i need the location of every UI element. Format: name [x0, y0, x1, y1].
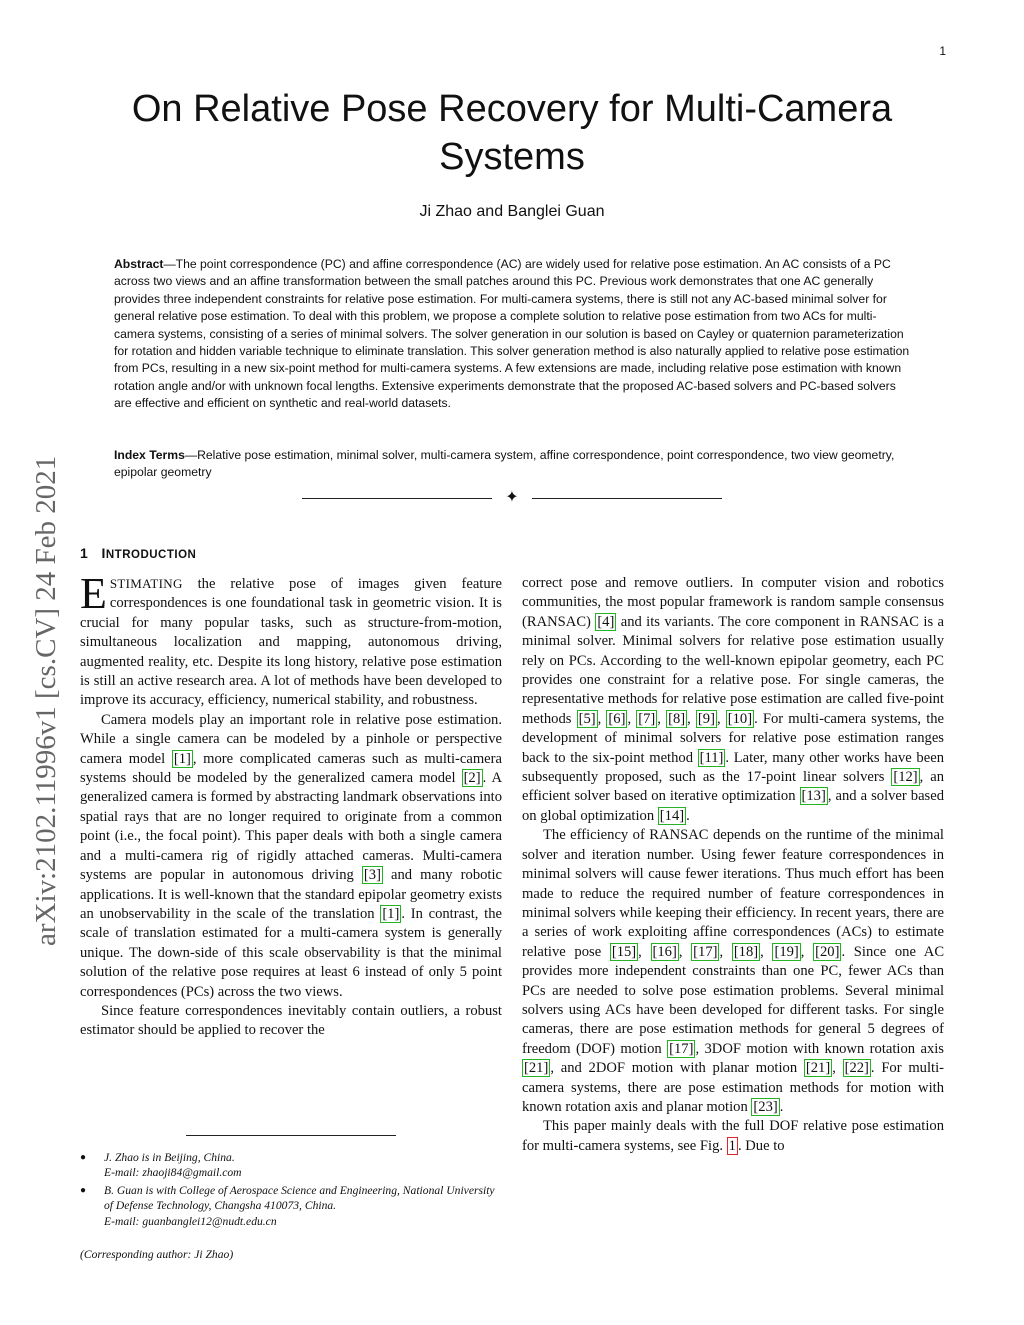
citation-link[interactable]: [15]: [611, 943, 637, 960]
abstract: [114, 256, 910, 413]
paragraph-text: ,: [687, 710, 696, 727]
citation-link[interactable]: [2]: [463, 770, 481, 787]
citation-link[interactable]: [16]: [652, 943, 677, 960]
paragraph-text: the relative pose of images given feature correspondences is one foundational task in geometric vision. It is crucial for many popular tasks, such as structure-from-motion, simultaneous localization and mapping, autonomous driving, augmented reality, etc. Despite its long history, relative pose estimation is still an active research area. A lot of methods have been developed to improve its accuracy, efficiency, numerical stability, and robustness.: [80, 576, 502, 709]
paragraph-text: , 3DOF motion with known rotation axis: [695, 1040, 944, 1057]
paragraph-text: correct pose and remove outliers. In computer vision and robotics communities, the most popular framework is random sample consensus (RANSAC): [522, 575, 944, 630]
paragraph-text: . Since one AC provides more independent constraints than one PC, fewer ACs than PCs are needed to solve pose estimation problems. Several minimal solvers using ACs have been developed for different tasks. For single cameras, there are pose estimation methods for general 5 degrees of freedom (DOF) motion: [522, 943, 945, 1057]
citation-link[interactable]: [17]: [669, 1040, 694, 1057]
divider-line-left: [302, 498, 492, 499]
section-initial: I: [101, 545, 106, 561]
citation-link[interactable]: [21]: [805, 1060, 831, 1077]
bullet-icon: ●: [80, 1184, 87, 1196]
citation-link[interactable]: [22]: [844, 1060, 869, 1077]
paragraph-text: ,: [800, 943, 814, 960]
paragraph-text: ,: [760, 943, 773, 960]
intro-paragraph-2: [80, 711, 502, 1002]
citation-link[interactable]: [3]: [363, 867, 381, 884]
index-terms-text: —Relative pose estimation, minimal solver, multi-camera system, affine correspondence, point correspondence, two view geometry, epipolar geometry: [114, 448, 895, 480]
paragraph-text: ,: [627, 710, 637, 727]
paragraph-text: ,: [657, 710, 667, 727]
paragraph-text: The efficiency of RANSAC depends on the runtime of the minimal solver and iteration number. Using fewer feature correspondences in minimal solvers will cause fewer iterations. Thus much effort has been made to reduce the required number of feature correspondences in minimal solvers while keeping their efficiency. In recent years, there are a series of work exploiting affine correspondences (ACs) to estimate relative pose: [522, 827, 944, 960]
paragraph-text: This paper mainly deals with the full DOF relative pose estimation for multi-camera systems, see Fig.: [522, 1118, 944, 1154]
paragraph-text: and many robotic applications. It is well-known that the standard epipolar geometry exists an unobservability in the scale of the translation: [80, 867, 503, 922]
footnote-email: E-mail: zhaoji84@gmail.com: [104, 1166, 242, 1180]
paragraph-text: ,: [716, 710, 726, 727]
paper-title: On Relative Pose Recovery for Multi-Camera Systems: [131, 88, 893, 178]
paragraph-text: ,: [719, 943, 732, 960]
intro-paragraph-1: [80, 569, 502, 711]
paragraph-text: . For multi-camera systems, there are pose estimation methods for motion with known rotation axis and planar motion: [522, 1060, 945, 1115]
right-column: [522, 574, 944, 1156]
footnote-email: E-mail: guanbanglei12@nudt.edu.cn: [104, 1214, 277, 1228]
section-divider: [302, 489, 722, 509]
citation-link[interactable]: [4]: [597, 613, 615, 630]
opening-word: STIMATING: [109, 576, 183, 591]
paragraph-text: , and 2DOF motion with planar motion: [550, 1060, 804, 1077]
star-icon: ✦: [505, 489, 519, 506]
footnote-line: J. Zhao is in Beijing, China.: [104, 1151, 235, 1164]
paragraph-text: .: [686, 807, 690, 824]
paragraph-text: ,: [597, 710, 607, 727]
paragraph-text: ,: [638, 943, 651, 960]
paragraph-text: ,: [832, 1060, 843, 1077]
corresponding-author: (Corresponding author: Ji Zhao): [80, 1248, 234, 1262]
page-number: 1: [939, 44, 946, 58]
citation-link[interactable]: [6]: [608, 710, 626, 727]
paragraph-text: . Due to: [737, 1137, 785, 1154]
section-heading: [80, 545, 196, 561]
section-number: 1: [80, 545, 89, 561]
paragraph-text: ,: [678, 943, 692, 960]
paragraph-text: and its variants. The core component in RANSAC is a minimal solver. Minimal solvers for relative pose estimation usually rely on PCs. According to the well-known epipolar geometry, each PC provides one constraint for a relative pose. For single cameras, the representative methods for relative pose estimation are called five-point methods: [522, 613, 944, 727]
abstract-label: Abstract: [114, 257, 164, 271]
citation-link[interactable]: [12]: [893, 769, 918, 786]
citation-link[interactable]: [1]: [382, 905, 400, 922]
paragraph-text: . Later, many other works have been subsequently proposed, such as the 17-point linear solvers: [522, 749, 944, 786]
figure-reference-link[interactable]: 1: [728, 1137, 736, 1154]
citation-link[interactable]: [10]: [727, 710, 753, 727]
citation-link[interactable]: [14]: [659, 807, 685, 824]
footnote-line: B. Guan is with College of Aerospace Science and Engineering, National University of Defense Technology, Changsha 410073, China.: [104, 1183, 495, 1213]
intro-paragraph-6: [522, 1117, 944, 1156]
paragraph-text: , an efficient solver based on iterative optimization: [522, 769, 944, 805]
bullet-icon: ●: [80, 1152, 87, 1163]
citation-link[interactable]: [9]: [697, 710, 715, 727]
citation-link[interactable]: [5]: [578, 710, 596, 727]
citation-link[interactable]: [17]: [693, 943, 718, 960]
citation-link[interactable]: [13]: [801, 788, 826, 805]
left-column: [80, 569, 503, 1041]
paragraph-text: . For multi-camera systems, the development of minimal solvers for relative pose estimation ranges back to the six-point method: [522, 710, 945, 766]
footnote-item: [80, 1150, 504, 1181]
footnote-rule: [186, 1135, 396, 1136]
index-terms: [114, 447, 910, 482]
footnote-item: [80, 1183, 504, 1229]
index-terms-label: Index Terms: [114, 448, 185, 462]
intro-paragraph-5: [522, 826, 944, 1117]
citation-link[interactable]: [1]: [173, 750, 191, 767]
intro-paragraph-3: Since feature correspondences inevitably contain outliers, a robust estimator should be applied to recover the: [80, 1002, 502, 1039]
citation-link[interactable]: [21]: [524, 1060, 549, 1077]
arxiv-stamp: arXiv:2102.11996v1 [cs.CV] 24 Feb 2021: [30, 455, 62, 946]
paragraph-text: Camera models play an important role in relative pose estimation. While a single camera can be modeled by a pinhole or perspective camera model: [80, 711, 502, 767]
citation-link[interactable]: [23]: [753, 1098, 778, 1115]
paragraph-text: . In contrast, the scale of translation estimated for a multi-camera system is generally unique. The down-side of this scale observability is that the minimal solution of the relative pose requires at least 6 instead of only 5 point correspondences (PCs) across the two views.: [80, 905, 502, 1000]
citation-link[interactable]: [18]: [733, 943, 759, 960]
dropcap: E: [80, 569, 107, 618]
citation-link[interactable]: [19]: [774, 943, 799, 960]
paragraph-text: .: [779, 1098, 784, 1115]
citation-link[interactable]: [7]: [638, 710, 656, 727]
paragraph-text: , more complicated cameras such as multi-camera systems should be modeled by the generalized camera model: [80, 750, 502, 787]
citation-link[interactable]: [20]: [815, 943, 840, 960]
intro-paragraph-4: [522, 574, 944, 826]
citation-link[interactable]: [11]: [699, 749, 724, 766]
paragraph-text: , and a solver based on global optimization: [522, 788, 944, 824]
footnotes: [80, 1150, 504, 1262]
authors: Ji Zhao and Banglei Guan: [419, 203, 605, 220]
section-title-rest: NTRODUCTION: [105, 549, 197, 561]
abstract-text: —The point correspondence (PC) and affine correspondence (AC) are widely used for relative pose estimation. An AC consists of a PC across two views and an affine transformation between the small patches around this PC. Previous work demonstrates that one AC generally provides three independent constraints for relative pose estimation. For multi-camera systems, there is still not any AC-based minimal solver for general relative pose estimation. To deal with this problem, we propose a complete solution to relative pose estimation from two ACs for multi-camera systems, consisting of a series of minimal solvers. The solver generation in our solution is based on Cayley or quaternion parameterization for rotation and hidden variable technique to eliminate translation. This solver generation method is also naturally applied to relative pose estimation from PCs, resulting in a new six-point method for multi-camera systems. A few extensions are made, including relative pose estimation with known rotation angle and/or with unknown focal lengths. Extensive experiments demonstrate that the proposed AC-based solvers and PC-based solvers are effective and efficient on synthetic and real-world datasets.: [114, 257, 910, 411]
divider-line-right: [532, 498, 722, 499]
paragraph-text: . A generalized camera is formed by abstracting landmark observations into spatial rays that are no longer required to originate from a common point (i.e., the focal point). This paper deals with both a single camera and a multi-camera rig of rigidly attached cameras. Multi-camera systems are popular in autonomous driving: [80, 770, 502, 884]
citation-link[interactable]: [8]: [668, 710, 686, 727]
